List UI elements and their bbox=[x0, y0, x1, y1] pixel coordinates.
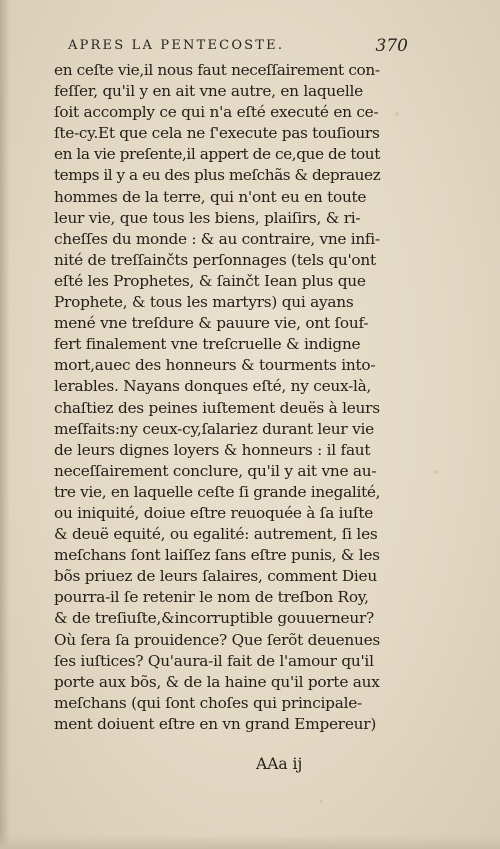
page-bottom-edge bbox=[0, 835, 500, 849]
text-line: ment doiuent eſtre en vn grand Empereur) bbox=[54, 714, 377, 733]
text-line: ſes iuſtices? Qu'aura-il fait de l'amour qu'il bbox=[54, 651, 374, 670]
text-line: mort,auec des honneurs & tourments into- bbox=[54, 356, 376, 375]
body-text bbox=[54, 60, 380, 735]
text-line: meſfaits:ny ceux-cy,ſalariez durant leur vie bbox=[54, 419, 374, 438]
page-gutter-shadow bbox=[0, 0, 10, 849]
text-line: meſchans ſont laiſſez ſans eſtre punis, & les bbox=[54, 546, 380, 565]
text-line: ou iniquité, doiue eſtre reuoquée à ſa iuſte bbox=[54, 503, 374, 522]
text-line: meſchans (qui ſont choſes qui principale- bbox=[54, 693, 362, 712]
text-line: eſté les Prophetes, & ſainčt Iean plus que bbox=[54, 271, 366, 290]
text-line: ſoit accomply ce qui n'a eſté executé en ce- bbox=[54, 103, 379, 122]
text-line: Prophete, & tous les martyrs) qui ayans bbox=[54, 293, 354, 312]
text-line: lerables. Nayans donques eſté, ny ceux-là, bbox=[54, 377, 372, 396]
foxing-spot bbox=[320, 800, 323, 803]
text-line: chaſtiez des peines iuſtement deuës à leurs bbox=[54, 398, 380, 417]
foxing-spot bbox=[434, 470, 439, 474]
text-line: en ceſte vie,il nous faut neceſſairement con- bbox=[54, 61, 380, 79]
text-line: bõs priuez de leurs ſalaires, comment Dieu bbox=[54, 567, 377, 586]
foxing-spot bbox=[395, 112, 399, 116]
text-line: & de treſiuſte,&incorruptible gouuerneur? bbox=[54, 609, 374, 628]
text-line: temps il y a eu des plus meſchãs & deprauez bbox=[54, 166, 381, 185]
text-line: porte aux bõs, & de la haine qu'il porte aux bbox=[54, 672, 380, 691]
text-line: Où ſera ſa prouidence? Que ſerõt deuenues bbox=[54, 630, 381, 649]
page-header bbox=[68, 36, 408, 58]
running-head: APRES LA PENTECOSTE. bbox=[68, 38, 285, 53]
text-line: tre vie, en laquelle ceſte ſi grande inegalité, bbox=[54, 482, 381, 501]
text-line: hommes de la terre, qui n'ont eu en toute bbox=[54, 187, 367, 206]
signature-mark: AAa ij bbox=[256, 755, 303, 773]
text-line: cheſſes du monde : & au contraire, vne infi- bbox=[54, 229, 380, 248]
text-line: mené vne treſdure & pauure vie, ont ſouf- bbox=[54, 314, 369, 333]
text-line: feſſer, qu'il y en ait vne autre, en laquelle bbox=[54, 82, 363, 101]
text-line: neceſſairement conclure, qu'il y ait vne au- bbox=[54, 461, 377, 480]
text-line: ſte-cy.Et que cela ne ſ'execute pas touſiours bbox=[54, 124, 380, 143]
text-line: nité de treſſainčts perſonnages (tels qu'ont bbox=[54, 250, 376, 269]
page-number: 370 bbox=[375, 36, 408, 56]
text-line: leur vie, que tous les biens, plaiſirs, & ri- bbox=[54, 208, 361, 227]
text-line: fert finalement vne treſcruelle & indigne bbox=[54, 335, 361, 354]
text-line: de leurs dignes loyers & honneurs : il faut bbox=[54, 440, 371, 459]
text-line: pourra-il ſe retenir le nom de treſbon Roy, bbox=[54, 588, 369, 607]
text-line: en la vie preſente,il appert de ce,que de tout bbox=[54, 145, 380, 164]
text-line: & deuë equité, ou egalité: autrement, ſi les bbox=[54, 525, 378, 544]
